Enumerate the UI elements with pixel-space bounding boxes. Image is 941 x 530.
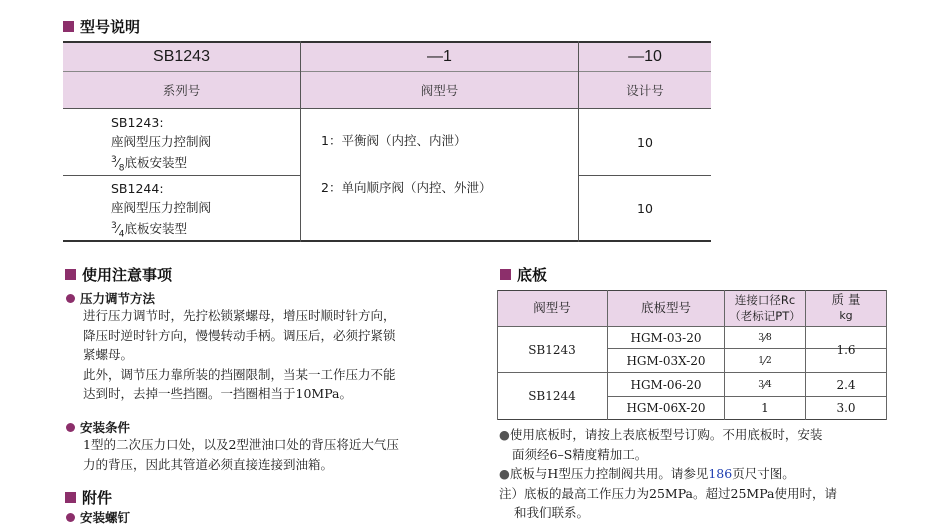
column-header: 连接口径Rc （老标记PT） [729, 293, 801, 323]
base-plate-notes: ●使用底板时，请按上表底板型号订购。不用底板时，安装 面须经6–S精度精加工。 ●底板与H型压力控制阀共用。请参见186页尺寸图。 注）底板的最高工作压力为25MPa。超过25MPa使用时，请 和我们联系。 [499, 427, 838, 520]
base-plate-table [497, 290, 887, 420]
port-size-cell: 1 [761, 401, 769, 415]
column-header: 阀型号 [420, 83, 459, 98]
port-size-cell: 3 ⁄ 4 [758, 377, 772, 392]
port-size-cell: 3 ⁄ 8 [758, 330, 772, 345]
square-bullet-icon [500, 269, 511, 280]
valve-model-cell: SB1244 [528, 389, 576, 403]
model-code-table [63, 41, 711, 242]
plate-model-cell: HGM-03-20 [630, 330, 702, 345]
series-code: SB1243 [153, 48, 210, 65]
plate-model-cell: HGM-06X-20 [626, 401, 706, 415]
install-conditions-text: 1型的二次压力口处，以及2型泄油口处的背压将近大气压 力的背压，因此其管道必须直接连接到油箱。 [83, 437, 399, 472]
model-heading: 型号说明 [63, 16, 140, 37]
pressure-adjust-title: 压力调节方法 [66, 289, 155, 307]
circle-bullet-icon [66, 423, 75, 432]
base-plate-heading: 底板 [500, 264, 547, 285]
fraction: $^3⁄_4$ [111, 221, 125, 240]
column-header: 设计号 [626, 83, 664, 98]
design-code: —10 [628, 48, 662, 65]
plate-model-cell: HGM-06-20 [630, 377, 702, 392]
divider [497, 419, 887, 420]
divider [886, 290, 887, 420]
series-description: SB1244: 座阀型压力控制阀 $^3⁄_4$底板安装型 [111, 181, 212, 240]
square-bullet-icon [65, 269, 76, 280]
accessory-item: 安装螺钉 [66, 508, 130, 526]
plate-model-cell: HGM-03X-20 [626, 353, 706, 368]
square-bullet-icon [65, 492, 76, 503]
note-shared: ●底板与H型压力控制阀共用。请参见186页尺寸图。 [499, 466, 795, 481]
series-description: SB1243: 座阀型压力控制阀 $^3⁄_8$底板安装型 [111, 115, 212, 174]
page-reference-link[interactable]: 186 [708, 466, 733, 481]
valve-model-cell: SB1243 [528, 342, 576, 357]
port-size-cell: 1 ⁄ 2 [758, 353, 772, 368]
install-conditions-title: 安装条件 [66, 418, 130, 436]
column-header: 系列号 [162, 83, 201, 98]
circle-bullet-icon [66, 294, 75, 303]
circle-bullet-icon [66, 513, 75, 522]
column-header: 底板型号 [640, 300, 691, 315]
square-bullet-icon [63, 21, 74, 32]
fraction: $^3⁄_8$ [111, 155, 125, 174]
design-number: 10 [637, 200, 653, 216]
accessory-heading: 附件 [65, 487, 112, 508]
valve-type: 2：单向顺序阀（内控、外泄） [321, 180, 492, 195]
mass-cell: 1.6 [836, 342, 856, 357]
usage-heading: 使用注意事项 [65, 264, 172, 285]
note-max-pressure: 注）底板的最高工作压力为25MPa。超过25MPa使用时，请 [499, 485, 838, 501]
mass-cell: 3.0 [836, 401, 856, 415]
valve-type: 1：平衡阀（内控、内泄） [321, 133, 467, 148]
design-number: 10 [637, 134, 653, 150]
note-order: ●使用底板时，请按上表底板型号订购。不用底板时，安装 [499, 427, 823, 442]
mass-cell: 2.4 [836, 377, 856, 392]
column-header: 阀型号 [533, 300, 571, 315]
valve-code: —1 [427, 48, 452, 65]
column-header: 质 量 kg [831, 292, 861, 322]
pressure-adjust-text: 进行压力调节时，先拧松锁紧螺母，增压时顺时针方向， 降压时逆时针方向，慢慢转动手柄。调压后，必须拧紧锁 紧螺母。 此外，调节压力靠所装的挡圈限制，当某一工作压力不能 达到时，去掉一些挡圈。一挡圈相当于10MPa。 [83, 308, 396, 401]
